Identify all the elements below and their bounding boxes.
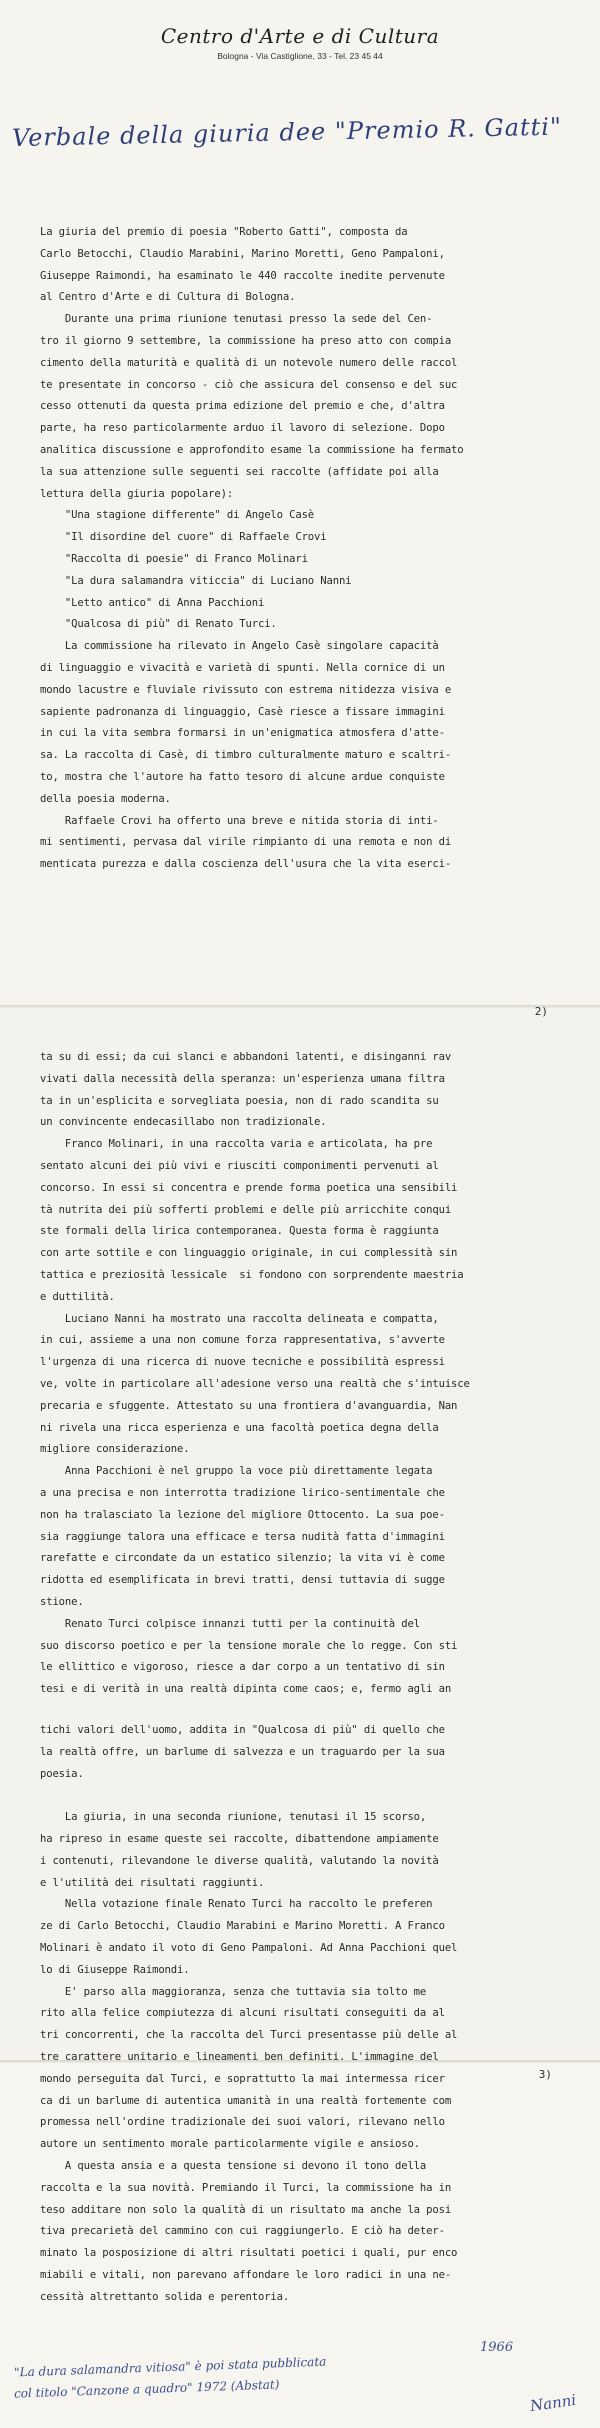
handwritten-title: Verbale della giuria dee "Premio R. Gatti" — [11, 112, 563, 153]
letterhead-title: Centro d'Arte e di Cultura — [160, 24, 440, 48]
handwritten-year: 1966 — [480, 2340, 514, 2355]
page-1 — [0, 0, 600, 1005]
handwritten-note-line-1: "La dura salamandra vitiosa" è poi stata pubblicata — [13, 2354, 327, 2380]
page-3-body: tichi valori dell'uomo, addita in "Qualcosa di più" di quello che la realtà offre, un barlume di salvezza e un traguardo per la sua poesia. La giuria, in una seconda riunione, tenutasi il 15 scorso, ha ripreso in esame queste sei raccolte, dibattendone ampiamente i contenuti, rilevandone le diverse qualità, valutando la novità e l'utilità dei risultati raggiunti. Nella votazione finale Renato Turci ha raccolto le preferen ze di Carlo Betocchi, Claudio Marabini e Marino Moretti. A Franco Molinari è andato il voto di Geno Pampaloni. Ad Anna Pacchioni quel lo di Giuseppe Raimondi. E' parso alla maggioranza, senza che tuttavia sia tolto me rito alla felice compiutezza di alcuni risultati conseguiti da al tri concorrenti, che la raccolta del Turci presentasse più delle al tre carattere unitario e lineamenti ben definiti. L'immagine del mondo perseguita dal Turci, e soprattutto la mai intermessa ricer ca di un barlume di autentica umanità in una realtà fortemente com promessa nell'ordine tradizionale dei suoi valori, rilevano nello autore un sentimento morale particolarmente vigile e ansioso. A questa ansia e a questa tensione si devono il tono della raccolta e la sua novità. Premiando il Turci, la commissione ha in teso additare non solo la qualità di un risultato ma anche la posi tiva precarietà del cammino con cui raggiungerlo. E ciò ha deter- minato la posposizione di altri risultati poetici i quali, pur enco miabili e vitali, non parevano affondare le loro radici in una ne- cessità altrettanto solida e perentoria. — [40, 1724, 458, 2303]
letterhead-address: Bologna - Via Castiglione, 33 - Tel. 23 45 44 — [217, 51, 383, 61]
page-number: 3) — [538, 2068, 552, 2081]
page-1-body: La giuria del premio di poesia "Roberto Gatti", composta da Carlo Betocchi, Claudio Marabini, Marino Moretti, Geno Pampaloni, Giuseppe Raimondi, ha esaminato le 440 raccolte inedite pervenute al Centro d'Arte e di Cultura di Bologna. Durante una prima riunione tenutasi presso la sede del Cen- tro il giorno 9 settembre, la commissione ha preso atto con compia cimento della maturità e qualità di un notevole numero delle raccol te presentate in concorso - ciò che assicura del consenso e del suc cesso ottenuti da questa prima edizione del premio e che, d'altra parte, ha reso particolarmente arduo il lavoro di selezione. Dopo analitica discussione e approfondito esame la commissione ha fermato la sua attenzione sulle seguenti sei raccolte (affidate poi alla lettura della giuria popolare): "Una stagione differente" di Angelo Casè "Il disordine del cuore" di Raffaele Crovi "Raccolta di poesie" di Franco Molinari "La dura salamandra viticcia" di Luciano Nanni "Letto antico" di Anna Pacchioni "Qualcosa di più" di Renato Turci. La commissione ha rilevato in Angelo Casè singolare capacità di linguaggio e vivacità e varietà di spunti. Nella cornice di un mondo lacustre e fluviale rivissuto con estrema nitidezza visiva e sapiente padronanza di linguaggio, Casè riesce a fissare immagini in cui la vita sembra formarsi in un'enigmatica atmosfera d'atte- sa. La raccolta di Casè, di timbro culturalmente maturo e scaltri- to, mostra che l'autore ha fatto tesoro di alcune ardue conquiste della poesia moderna. Raffaele Crovi ha offerto una breve e nitida storia di inti- mi sentimenti, pervasa dal virile rimpianto di una remota e non di menticata purezza e dalla coscienza dell'usura che la vita eserci- — [40, 226, 464, 871]
letterhead — [0, 24, 600, 61]
handwritten-note-line-2: col titolo "Canzone a quadro" 1972 (Abstat) — [13, 2377, 280, 2401]
handwritten-signature: Nanni — [528, 2390, 578, 2416]
page-2-body: ta su di essi; da cui slanci e abbandoni latenti, e disinganni rav vivati dalla necessità della speranza: un'esperienza umana filtra ta in un'esplicita e sorvegliata poesia, non di rado scandita su un convincente endecasillabo non tradizionale. Franco Molinari, in una raccolta varia e articolata, ha pre sentato alcuni dei più vivi e riusciti componimenti pervenuti al concorso. In essi si concentra e prende forma poetica una sensibili tà nutrita dei più sofferti problemi e delle più arricchite conqui ste formali della lirica contemporanea. Questa forma è raggiunta con arte sottile e con linguaggio originale, in cui complessità sin tattica e preziosità lessicale si fondono con sorprendente maestria e duttilità. Luciano Nanni ha mostrato una raccolta delineata e compatta, in cui, assieme a una non comune forza rappresentativa, s'avverte l'urgenza di una ricerca di nuove tecniche e possibilità espressi ve, volte in particolare all'adesione verso una realtà che s'intuisce precaria e sfuggente. Attestato su una frontiera d'avanguardia, Nan ni rivela una ricca esperienza e una facoltà poetica degna della migliore considerazione. Anna Pacchioni è nel gruppo la voce più direttamente legata a una precisa e non interrotta tradizione lirico-sentimentale che non ha tralasciato la lezione del migliore Ottocento. La sua poe- sia raggiunge talora una efficace e tersa nudità fatta d'immagini rarefatte e circondate da un estatico silenzio; la vita vi è come ridotta ed esemplificata in brevi tratti, densi tuttavia di sugge stione. Renato Turci colpisce innanzi tutti per la continuità del suo discorso poetico e per la tensione morale che lo regge. Con sti le ellittico e vigoroso, riesce a dar corpo a un tentativo di sin tesi e di verità in una realtà dipinta come caos; e, fermo agli an — [40, 1051, 470, 1696]
page-number: 2) — [534, 1005, 548, 1018]
page-divider — [0, 1005, 600, 1008]
